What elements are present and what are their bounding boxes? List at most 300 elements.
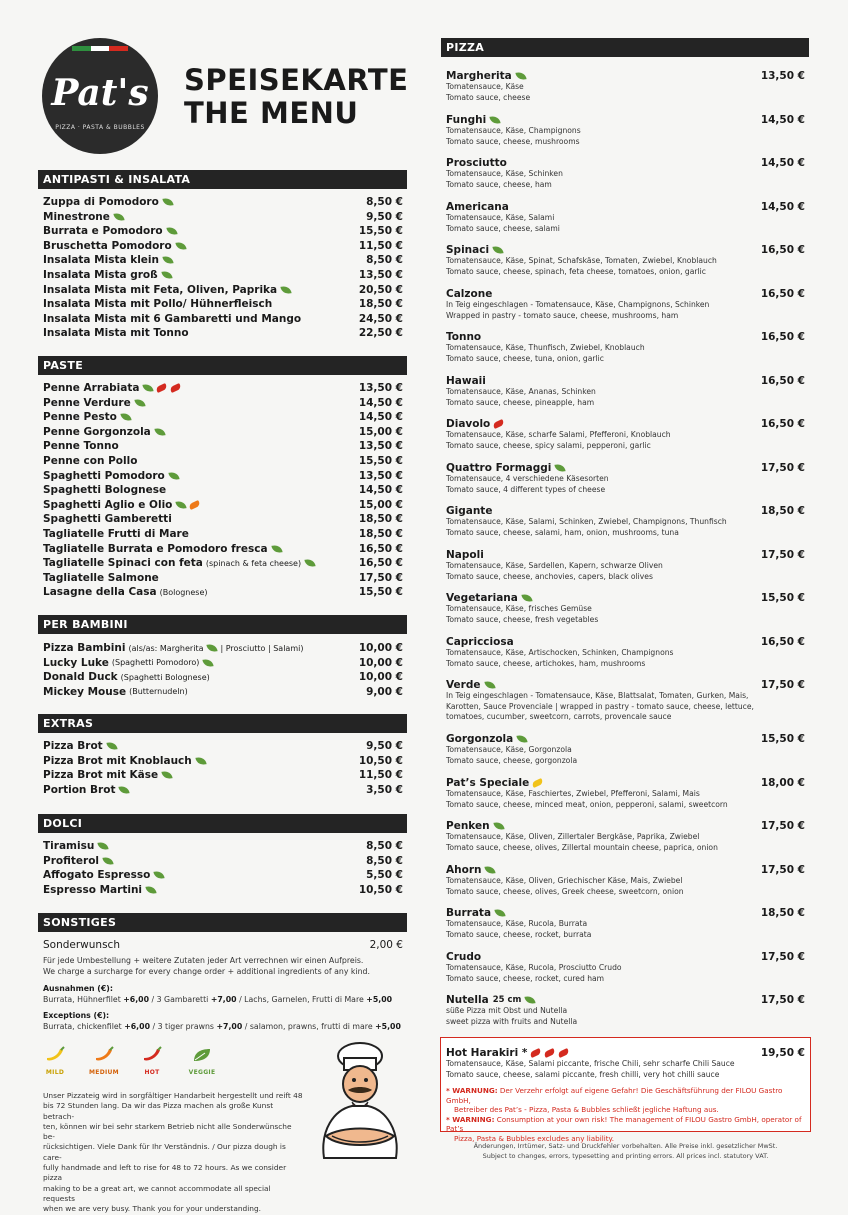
- pizza-item: [446, 417, 805, 451]
- dough-note-line: when we are very busy. Thank you for your understanding.: [43, 1204, 262, 1214]
- item-price: 14,50 €: [358, 396, 403, 409]
- pizza-description: Tomatensauce, Käse, Sardellen, Kapern, schwarze Oliven: [446, 561, 663, 570]
- item-price: 18,50 €: [358, 528, 403, 540]
- pizza-item: [446, 374, 805, 408]
- ausnahmen-price-3: +5,00: [366, 995, 393, 1004]
- pizza-price: 17,50 €: [760, 678, 805, 691]
- pizza-description: Tomatensauce, Käse, Artischocken, Schinken, Champignons: [446, 648, 674, 657]
- pizza-item: [446, 548, 805, 582]
- item-name: Spaghetti Aglio e Olio: [43, 498, 173, 511]
- logo-name: Pat's: [51, 72, 149, 114]
- veggie-leaf-icon: [162, 197, 173, 207]
- dough-note-line: ten, können wir bei sehr starkem Betrieb nicht alle Sonderwünsche be-: [43, 1121, 292, 1142]
- item-name-group: [43, 269, 172, 281]
- item-name: Tiramisu: [43, 840, 95, 852]
- item-name-group: [43, 211, 124, 223]
- pizza-price: 16,50 €: [760, 635, 805, 648]
- pizza-name-group: [446, 994, 535, 1006]
- pizza-item: [446, 461, 805, 495]
- veggie-leaf-icon: [492, 245, 503, 255]
- veggie-leaf-icon: [494, 908, 505, 918]
- pizza-description: Tomato sauce, cheese, pineapple, ham: [446, 397, 595, 407]
- item-name-group: [43, 686, 188, 698]
- pizza-name-group: [446, 157, 507, 169]
- pizza-name: Burrata: [446, 906, 492, 919]
- veggie-leaf-icon: [493, 821, 504, 831]
- section-dolci-header: DOLCI: [38, 814, 407, 833]
- pizza-price: 17,50 €: [760, 819, 805, 832]
- item-name-group: [43, 855, 113, 867]
- antipasti-item: [43, 210, 403, 224]
- sonderwunsch-description: [43, 955, 408, 977]
- pizza-price: 13,50 €: [760, 69, 805, 82]
- item-name-group: [43, 382, 181, 394]
- legend-hot-label: HOT: [144, 1069, 160, 1076]
- pizza-description: Tomatensauce, Käse, Champignons: [446, 126, 581, 135]
- hot-harakiri-price: 19,50 €: [760, 1046, 805, 1059]
- item-name: Zuppa di Pomodoro: [43, 196, 159, 208]
- pizza-name: Ahorn: [446, 863, 482, 876]
- item-name: Tagliatelle Spinaci con feta: [43, 557, 203, 570]
- veggie-leaf-icon: [485, 865, 496, 875]
- bambini-item: [43, 670, 403, 684]
- paste-item: [43, 381, 403, 395]
- item-price: 10,50 €: [358, 883, 403, 896]
- hot-harakiri-desc-en: Tomato sauce, cheese, salami piccante, fresh chilli, very hot chilli sauce: [446, 1069, 720, 1079]
- pizza-description: Tomatensauce, Käse, Salami: [446, 213, 555, 222]
- item-name: Affogato Espresso: [43, 869, 151, 882]
- pizza-description: Tomatensauce, Käse, Faschiertes, Zwiebel, Pfefferoni, Salami, Mais: [446, 789, 700, 798]
- item-name-group: [43, 440, 119, 452]
- bambini-item: [43, 685, 403, 699]
- paste-item: [43, 556, 403, 570]
- ausnahmen-price-1: +6,00: [123, 995, 150, 1004]
- item-name: Penne con Pollo: [43, 455, 138, 467]
- ausnahmen-item-1: Burrata, Hühnerfilet: [43, 995, 121, 1004]
- item-price: 9,00 €: [366, 685, 403, 698]
- veggie-leaf-icon: [145, 885, 156, 895]
- pizza-name-group: [446, 679, 495, 691]
- medium-chili-icon: [189, 500, 202, 510]
- pizza-name-group: [446, 505, 492, 517]
- item-name: Penne Verdure: [43, 396, 131, 409]
- veggie-leaf-icon: [120, 412, 131, 422]
- pizza-name: Calzone: [446, 287, 493, 300]
- item-note-2: | Prosciutto | Salami): [220, 643, 304, 653]
- veggie-leaf-icon: [490, 115, 501, 125]
- item-price: 10,50 €: [358, 754, 403, 767]
- item-note: (spinach & feta cheese): [205, 558, 302, 568]
- item-name: Lucky Luke: [43, 656, 109, 669]
- pizza-name-group: [446, 331, 481, 343]
- hot-chili-icon: [544, 1047, 557, 1057]
- section-pizza-header: PIZZA: [441, 38, 809, 57]
- pizza-price: 14,50 €: [760, 156, 805, 169]
- pizza-description: Tomato sauce, cheese: [446, 92, 531, 102]
- veggie-leaf-icon: [555, 463, 566, 473]
- veggie-leaf-icon: [176, 500, 187, 510]
- paste-item: [43, 512, 403, 526]
- antipasti-item: [43, 224, 403, 238]
- pizza-description: Tomato sauce, cheese, salami: [446, 223, 560, 233]
- pizza-description: Tomato sauce, cheese, spicy salami, pepperoni, garlic: [446, 440, 651, 450]
- veggie-leaf-icon: [162, 770, 173, 780]
- item-price: 9,50 €: [366, 210, 403, 223]
- item-name: Pizza Bambini: [43, 642, 126, 654]
- item-name: Penne Arrabiata: [43, 382, 140, 394]
- item-name-group: [43, 499, 200, 511]
- item-price: 14,50 €: [358, 484, 403, 497]
- item-name: Insalata Mista mit Tonno: [43, 327, 189, 340]
- item-name: Minestrone: [43, 210, 110, 223]
- pizza-price: 17,50 €: [760, 863, 805, 876]
- pizza-name-group: [446, 592, 532, 604]
- item-price: 14,50 €: [358, 411, 403, 424]
- item-name: Insalata Mista mit Feta, Oliven, Paprika: [43, 283, 278, 296]
- dough-note: [43, 1091, 303, 1215]
- item-name-group: [43, 671, 210, 683]
- legend-veggie-label: VEGGIE: [188, 1069, 216, 1076]
- item-price: 11,50 €: [358, 769, 403, 782]
- pizza-price: 17,50 €: [760, 461, 805, 474]
- pizza-description: Tomatensauce, Käse, Oliven, Griechischer Käse, Mais, Zwiebel: [446, 876, 683, 885]
- dolci-item: [43, 868, 403, 882]
- pizza-item: [446, 200, 805, 234]
- pizza-price: 15,50 €: [760, 591, 805, 604]
- veggie-leaf-icon: [515, 71, 526, 81]
- warning-de-text-2: Betreiber des Pat’s - Pizza, Pasta & Bubbles schließt jegliche Haftung aus.: [454, 1105, 719, 1114]
- item-name-group: [43, 484, 166, 496]
- pizza-description: Tomatensauce, Käse, Gorgonzola: [446, 745, 572, 754]
- pizza-item: [446, 591, 805, 625]
- hot-chili-icon: [493, 418, 506, 428]
- item-note: (als/as: Margherita: [128, 643, 204, 653]
- item-price: 16,50 €: [358, 557, 403, 570]
- pizza-name: Verde: [446, 678, 481, 691]
- pizza-item: [446, 243, 805, 277]
- pizza-description: sweet pizza with fruits and Nutella: [446, 1016, 578, 1026]
- pizza-name-group: [446, 418, 504, 430]
- veggie-leaf-icon: [484, 680, 495, 690]
- pizza-description: Wrapped in pastry - tomato sauce, cheese, mushrooms, ham: [446, 310, 679, 320]
- pizza-name-group: [446, 820, 504, 832]
- hot-chili-icon: [558, 1047, 571, 1057]
- pizza-description: Tomato sauce, cheese, fresh vegetables: [446, 614, 599, 624]
- item-name-group: [43, 196, 173, 208]
- pizza-description: Tomatensauce, Käse, Salami, Schinken, Zwiebel, Champignons, Thunfisch: [446, 517, 727, 526]
- title-line-1: SPEISEKARTE: [184, 63, 409, 97]
- item-price: 5,50 €: [366, 869, 403, 882]
- veggie-leaf-icon: [154, 427, 165, 437]
- item-price: 17,50 €: [358, 571, 403, 584]
- pizza-price: 17,50 €: [760, 950, 805, 963]
- item-price: 3,50 €: [366, 783, 403, 796]
- pizza-description: Tomato sauce, cheese, mushrooms: [446, 136, 580, 146]
- item-name: Pizza Brot mit Knoblauch: [43, 754, 192, 767]
- exceptions-price-2: +7,00: [216, 1022, 243, 1031]
- paste-item: [43, 454, 403, 468]
- item-price: 15,00 €: [358, 425, 403, 438]
- pizza-price: 18,00 €: [760, 776, 805, 789]
- ausnahmen-price-2: +7,00: [210, 995, 237, 1004]
- sonderwunsch-row: [43, 938, 403, 952]
- item-name: Insalata Mista mit Pollo/ Hühnerfleisch: [43, 298, 273, 311]
- pizza-item: [446, 819, 805, 853]
- item-name-group: [43, 657, 213, 669]
- veggie-leaf-icon: [161, 270, 172, 280]
- item-name-group: [43, 769, 172, 781]
- sonderwunsch-desc-de: Für jede Umbestellung + weitere Zutaten jeder Art verrechnen wir einen Aufpreis.: [43, 956, 364, 965]
- paste-item: [43, 439, 403, 453]
- item-name: Bruschetta Pomodoro: [43, 239, 172, 252]
- pizza-price: 15,50 €: [760, 732, 805, 745]
- ausnahmen-line: [43, 994, 408, 1005]
- veggie-leaf-icon: [119, 785, 130, 795]
- veggie-leaf-icon: [168, 471, 179, 481]
- pizza-name-group: [446, 288, 492, 300]
- pizza-description: Tomatensauce, Käse: [446, 82, 524, 91]
- pizza-name: Spinaci: [446, 243, 490, 256]
- medium-chili-icon: [93, 1047, 115, 1063]
- hot-chili-icon: [156, 383, 169, 393]
- item-name-group: [43, 411, 131, 423]
- pizza-name: Capricciosa: [446, 635, 514, 648]
- pizza-name: Diavolo: [446, 417, 491, 430]
- warning-de-label: * WARNUNG:: [446, 1086, 498, 1095]
- item-name-group: [43, 784, 129, 796]
- ausnahmen-item-2: / 3 Gambaretti: [151, 995, 209, 1004]
- section-paste-header: PASTE: [38, 356, 407, 375]
- veggie-leaf-icon: [203, 658, 214, 668]
- item-price: 20,50 €: [358, 283, 403, 296]
- dough-note-line: rücksichtigen. Viele Dank für Ihr Verständnis. / Our pizza dough is care-: [43, 1142, 286, 1162]
- item-price: 9,50 €: [366, 740, 403, 752]
- mild-chili-icon: [531, 777, 544, 787]
- pizza-price: 14,50 €: [760, 200, 805, 213]
- pizza-description: Tomatensauce, Käse, Oliven, Zillertaler Bergkäse, Paprika, Zwiebel: [446, 832, 700, 841]
- pizza-name: Funghi: [446, 113, 487, 126]
- item-price: 10,00 €: [358, 642, 403, 654]
- item-price: 8,50 €: [366, 840, 403, 852]
- pizza-name: Napoli: [446, 548, 484, 561]
- pizza-price: 14,50 €: [760, 113, 805, 126]
- veggie-leaf-icon: [191, 1047, 213, 1063]
- veggie-leaf-icon: [162, 256, 173, 266]
- paste-item: [43, 469, 403, 483]
- veggie-leaf-icon: [525, 995, 536, 1005]
- pizza-price: 17,50 €: [760, 548, 805, 561]
- item-name-group: [43, 426, 165, 438]
- warning-de-text: Der Verzehr erfolgt auf eigene Gefahr! Die Geschäftsführung der FILOU Gastro GmbH,: [446, 1086, 783, 1105]
- pizza-item: [446, 863, 805, 897]
- veggie-leaf-icon: [521, 593, 532, 603]
- pizza-description: Tomato sauce, 4 different types of cheese: [446, 484, 606, 494]
- item-name: Tagliatelle Salmone: [43, 571, 159, 584]
- pizza-name: Vegetariana: [446, 591, 518, 604]
- item-price: 8,50 €: [366, 196, 403, 208]
- hot-harakiri-name: Hot Harakiri *: [446, 1046, 528, 1059]
- pizza-name: Nutella: [446, 993, 489, 1006]
- chef-illustration: [312, 1040, 408, 1160]
- item-name: Insalata Mista mit 6 Gambaretti und Mango: [43, 312, 302, 325]
- item-name-group: [43, 298, 272, 310]
- pizza-name-group: [446, 864, 495, 876]
- section-bambini-header: PER BAMBINI: [38, 615, 407, 634]
- pizza-name: Crudo: [446, 950, 482, 963]
- pizza-description: Tomato sauce, cheese, tuna, onion, garlic: [446, 353, 604, 363]
- item-name: Pizza Brot mit Käse: [43, 769, 159, 782]
- pizza-description: Tomato sauce, cheese, olives, Zillertal mountain cheese, paprica, onion: [446, 842, 718, 852]
- section-antipasti-header: ANTIPASTI & INSALATA: [38, 170, 407, 189]
- footer-line-en: Subject to changes, errors, typesetting and printing errors. All prices incl. statutory VAT.: [482, 1152, 769, 1160]
- item-name-group: [43, 254, 173, 266]
- exceptions-block: [43, 1010, 408, 1032]
- paste-item: [43, 483, 403, 497]
- veggie-leaf-icon: [113, 212, 124, 222]
- ausnahmen-block: [43, 983, 408, 1005]
- sonderwunsch-price: 2,00 €: [369, 939, 403, 951]
- footer-line-de: Änderungen, Irrtümer, Satz- und Druckfehler vorbehalten. Alle Preise inkl. gesetzlicher MwSt.: [473, 1142, 778, 1150]
- pizza-description: In Teig eingeschlagen - Tomatensauce, Käse, Champignons, Schinken: [446, 300, 710, 309]
- pizza-item: [446, 950, 805, 984]
- dough-note-line: making to be a great art, we cannot accommodate all special requests: [43, 1183, 271, 1203]
- pizza-item: [446, 906, 805, 940]
- extras-item: [43, 739, 403, 753]
- hot-chili-icon: [141, 1047, 163, 1063]
- item-name-group: [43, 884, 156, 896]
- item-name: Penne Pesto: [43, 411, 117, 424]
- dolci-item: [43, 854, 403, 868]
- pizza-name-group: [446, 244, 503, 256]
- item-name-group: [43, 225, 177, 237]
- dough-note-line: fully handmade and left to rise for 48 to 72 hours. As we consider pizza: [43, 1163, 287, 1183]
- pizza-description: Tomato sauce, cheese, artichokes, ham, mushrooms: [446, 658, 646, 668]
- veggie-leaf-icon: [195, 756, 206, 766]
- item-name: Spaghetti Gamberetti: [43, 513, 172, 526]
- item-name: Penne Gorgonzola: [43, 425, 151, 438]
- pizza-price: 16,50 €: [760, 374, 805, 387]
- legend-mild: [35, 1047, 75, 1076]
- pizza-name: Quattro Formaggi: [446, 461, 552, 474]
- extras-item: [43, 783, 403, 797]
- exceptions-item-2: / 3 tiger prawns: [152, 1022, 214, 1031]
- legend-hot: [132, 1047, 172, 1076]
- item-name-group: [43, 642, 303, 654]
- item-price: 13,50 €: [358, 469, 403, 482]
- veggie-leaf-icon: [154, 870, 165, 880]
- paste-item: [43, 571, 403, 585]
- pizza-description: Tomato sauce, cheese, ham: [446, 179, 552, 189]
- item-price: 18,50 €: [358, 298, 403, 311]
- mild-chili-icon: [44, 1047, 66, 1063]
- exceptions-item-1: Burrata, chickenfilet: [43, 1022, 122, 1031]
- legend-veggie: [182, 1047, 222, 1076]
- item-name: Profiterol: [43, 854, 100, 867]
- pizza-name: Americana: [446, 200, 509, 213]
- pizza-name: Margherita: [446, 69, 512, 82]
- item-name: Espresso Martini: [43, 883, 143, 896]
- pizza-name: Penken: [446, 819, 490, 832]
- antipasti-item: [43, 195, 403, 209]
- pizza-name-group: [446, 201, 509, 213]
- pizza-description: Tomato sauce, cheese, gorgonzola: [446, 755, 578, 765]
- pizza-description: Tomatensauce, Käse, Thunfisch, Zwiebel, Knoblauch: [446, 343, 645, 352]
- pizza-description: Tomatensauce, Käse, frisches Gemüse: [446, 604, 592, 613]
- pizza-description: Tomatensauce, Käse, Ananas, Schinken: [446, 387, 596, 396]
- pizza-price: 16,50 €: [760, 243, 805, 256]
- warning-en-text-2: Pizza, Pasta & Bubbles excludes any liability.: [454, 1133, 615, 1143]
- item-name-group: [43, 284, 291, 296]
- pizza-name-group: [446, 462, 565, 474]
- pizza-description: Tomato sauce, cheese, rocket, burrata: [446, 929, 592, 939]
- pizza-price: 16,50 €: [760, 287, 805, 300]
- antipasti-item: [43, 312, 403, 326]
- pizza-name-group: [446, 549, 484, 561]
- item-price: 13,50 €: [358, 269, 403, 281]
- item-price: 10,00 €: [358, 671, 403, 684]
- extras-item: [43, 754, 403, 768]
- item-name: Penne Tonno: [43, 440, 119, 453]
- veggie-leaf-icon: [102, 856, 113, 866]
- item-price: 8,50 €: [366, 854, 403, 867]
- sonderwunsch-name: Sonderwunsch: [43, 939, 120, 951]
- pizza-item: [446, 504, 805, 538]
- pizza-description: Tomato sauce, cheese, rocket, cured ham: [446, 973, 605, 983]
- paste-item: [43, 542, 403, 556]
- item-name-group: [43, 543, 282, 555]
- pizza-item: [446, 776, 805, 810]
- item-price: 13,50 €: [358, 382, 403, 394]
- pizza-description: Tomatensauce, Käse, Rucola, Burrata: [446, 919, 588, 928]
- pizza-item: [446, 732, 805, 766]
- veggie-leaf-icon: [281, 285, 292, 295]
- pizza-name-group: [446, 375, 486, 387]
- dough-note-line: Unser Pizzateig wird in sorgfältiger Handarbeit hergestellt und reift 48: [43, 1091, 303, 1100]
- warning-en-label: * WARNING:: [446, 1114, 495, 1124]
- antipasti-item: [43, 297, 403, 311]
- item-note: (Bolognese): [159, 587, 208, 597]
- hot-harakiri-item: [446, 1046, 805, 1143]
- antipasti-item: [43, 268, 403, 282]
- pizza-size: 25 cm: [492, 994, 522, 1005]
- item-price: 15,50 €: [358, 225, 403, 238]
- item-name-group: [43, 470, 179, 482]
- pizza-name: Gorgonzola: [446, 732, 514, 745]
- item-name: Donald Duck: [43, 671, 118, 684]
- hot-harakiri-desc-de: Tomatensauce, Käse, Salami piccante, frische Chili, sehr scharfe Chili Sauce: [446, 1059, 735, 1068]
- pizza-name: Prosciutto: [446, 156, 507, 169]
- exceptions-item-3: / salamon, prawns, frutti di mare: [244, 1022, 373, 1031]
- item-name: Tagliatelle Burrata e Pomodoro fresca: [43, 542, 268, 555]
- item-price: 15,00 €: [358, 498, 403, 511]
- pizza-item: [446, 330, 805, 364]
- veggie-leaf-icon: [304, 558, 315, 568]
- veggie-leaf-icon: [175, 241, 186, 251]
- item-note: (Spaghetti Bolognese): [120, 672, 210, 682]
- item-name-group: [43, 740, 117, 752]
- section-sonstiges-header: SONSTIGES: [38, 913, 407, 932]
- veggie-leaf-icon: [143, 383, 154, 393]
- item-name-group: [43, 327, 189, 339]
- item-note: (Spaghetti Pomodoro): [111, 658, 200, 668]
- item-name: Spaghetti Pomodoro: [43, 469, 165, 482]
- veggie-leaf-icon: [134, 398, 145, 408]
- paste-item: [43, 425, 403, 439]
- hot-harakiri-box: [440, 1037, 811, 1143]
- item-name: Tagliatelle Frutti di Mare: [43, 528, 189, 540]
- pizza-name-group: [446, 777, 543, 789]
- item-name-group: [43, 586, 208, 598]
